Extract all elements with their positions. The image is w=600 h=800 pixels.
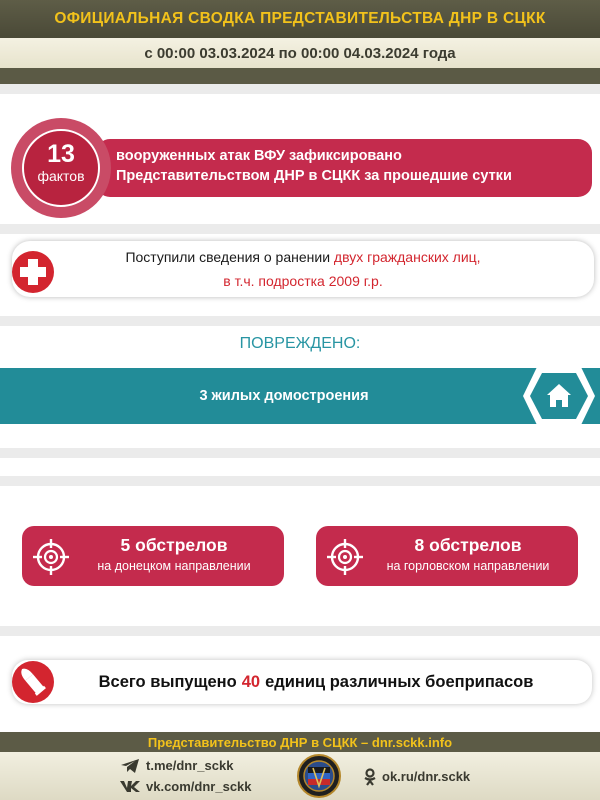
injury-card (12, 241, 594, 297)
ok-link[interactable]: ok.ru/dnr.sckk (382, 769, 471, 784)
vk-icon (119, 779, 141, 793)
emblem-icon (297, 754, 341, 798)
facts-banner (96, 139, 592, 197)
telegram-link[interactable]: t.me/dnr_sckk (146, 758, 234, 773)
total-prefix: Всего выпущено (98, 672, 237, 691)
header-divider (0, 68, 600, 84)
footer-site[interactable]: Представительство ДНР в СЦКК – dnr.sckk.info (147, 734, 453, 750)
date-range: с 00:00 03.03.2024 по 00:00 04.03.2024 года (0, 38, 600, 68)
separator (0, 316, 600, 326)
facts-line-2: Представительством ДНР в СЦКК за прошедшие сутки (116, 168, 512, 184)
total-card (12, 660, 592, 704)
facts-unit: фактов (37, 168, 85, 184)
shelling-count: 8 обстрелов (414, 535, 522, 555)
separator (0, 84, 600, 94)
crosshair-icon (326, 538, 364, 576)
ok-icon (363, 768, 377, 786)
total-suffix: единиц различных боеприпасов (265, 672, 534, 691)
house-icon (519, 365, 597, 427)
report-content (0, 84, 600, 732)
injury-text: Поступили сведения о ранении (125, 249, 334, 265)
page-title: ОФИЦИАЛЬНАЯ СВОДКА ПРЕДСТАВИТЕЛЬСТВА ДНР В СЦКК (54, 10, 546, 27)
facts-line-1: вооруженных атак ВФУ зафиксировано (116, 148, 402, 164)
separator (0, 476, 600, 486)
damaged-bar (0, 368, 600, 424)
facts-count: 13 (47, 140, 75, 168)
shelling-direction: на донецком направлении (97, 559, 251, 573)
injury-line-2: в т.ч. подростка 2009 г.р. (223, 273, 383, 289)
damaged-heading: ПОВРЕЖДЕНО: (239, 335, 361, 352)
shelling-direction: на горловском направлении (386, 559, 550, 573)
telegram-icon (120, 758, 140, 774)
shelling-card-gorlovka (316, 526, 578, 586)
shelling-card-donetsk (22, 526, 284, 586)
facts-counter (22, 129, 100, 207)
separator (0, 626, 600, 636)
crosshair-icon (32, 538, 70, 576)
total-number: 40 (241, 672, 261, 691)
vk-link[interactable]: vk.com/dnr_sckk (146, 779, 252, 794)
separator (0, 224, 600, 234)
bullet-icon (12, 661, 54, 703)
separator (0, 448, 600, 458)
shelling-count: 5 обстрелов (120, 535, 228, 555)
injury-line-1 (12, 245, 594, 269)
header-bar (0, 0, 600, 38)
red-cross-icon (12, 251, 54, 293)
damaged-item: 3 жилых домостроения (199, 388, 369, 404)
footer-site-band (0, 732, 600, 752)
injury-highlight: двух гражданских лиц, (333, 249, 481, 265)
